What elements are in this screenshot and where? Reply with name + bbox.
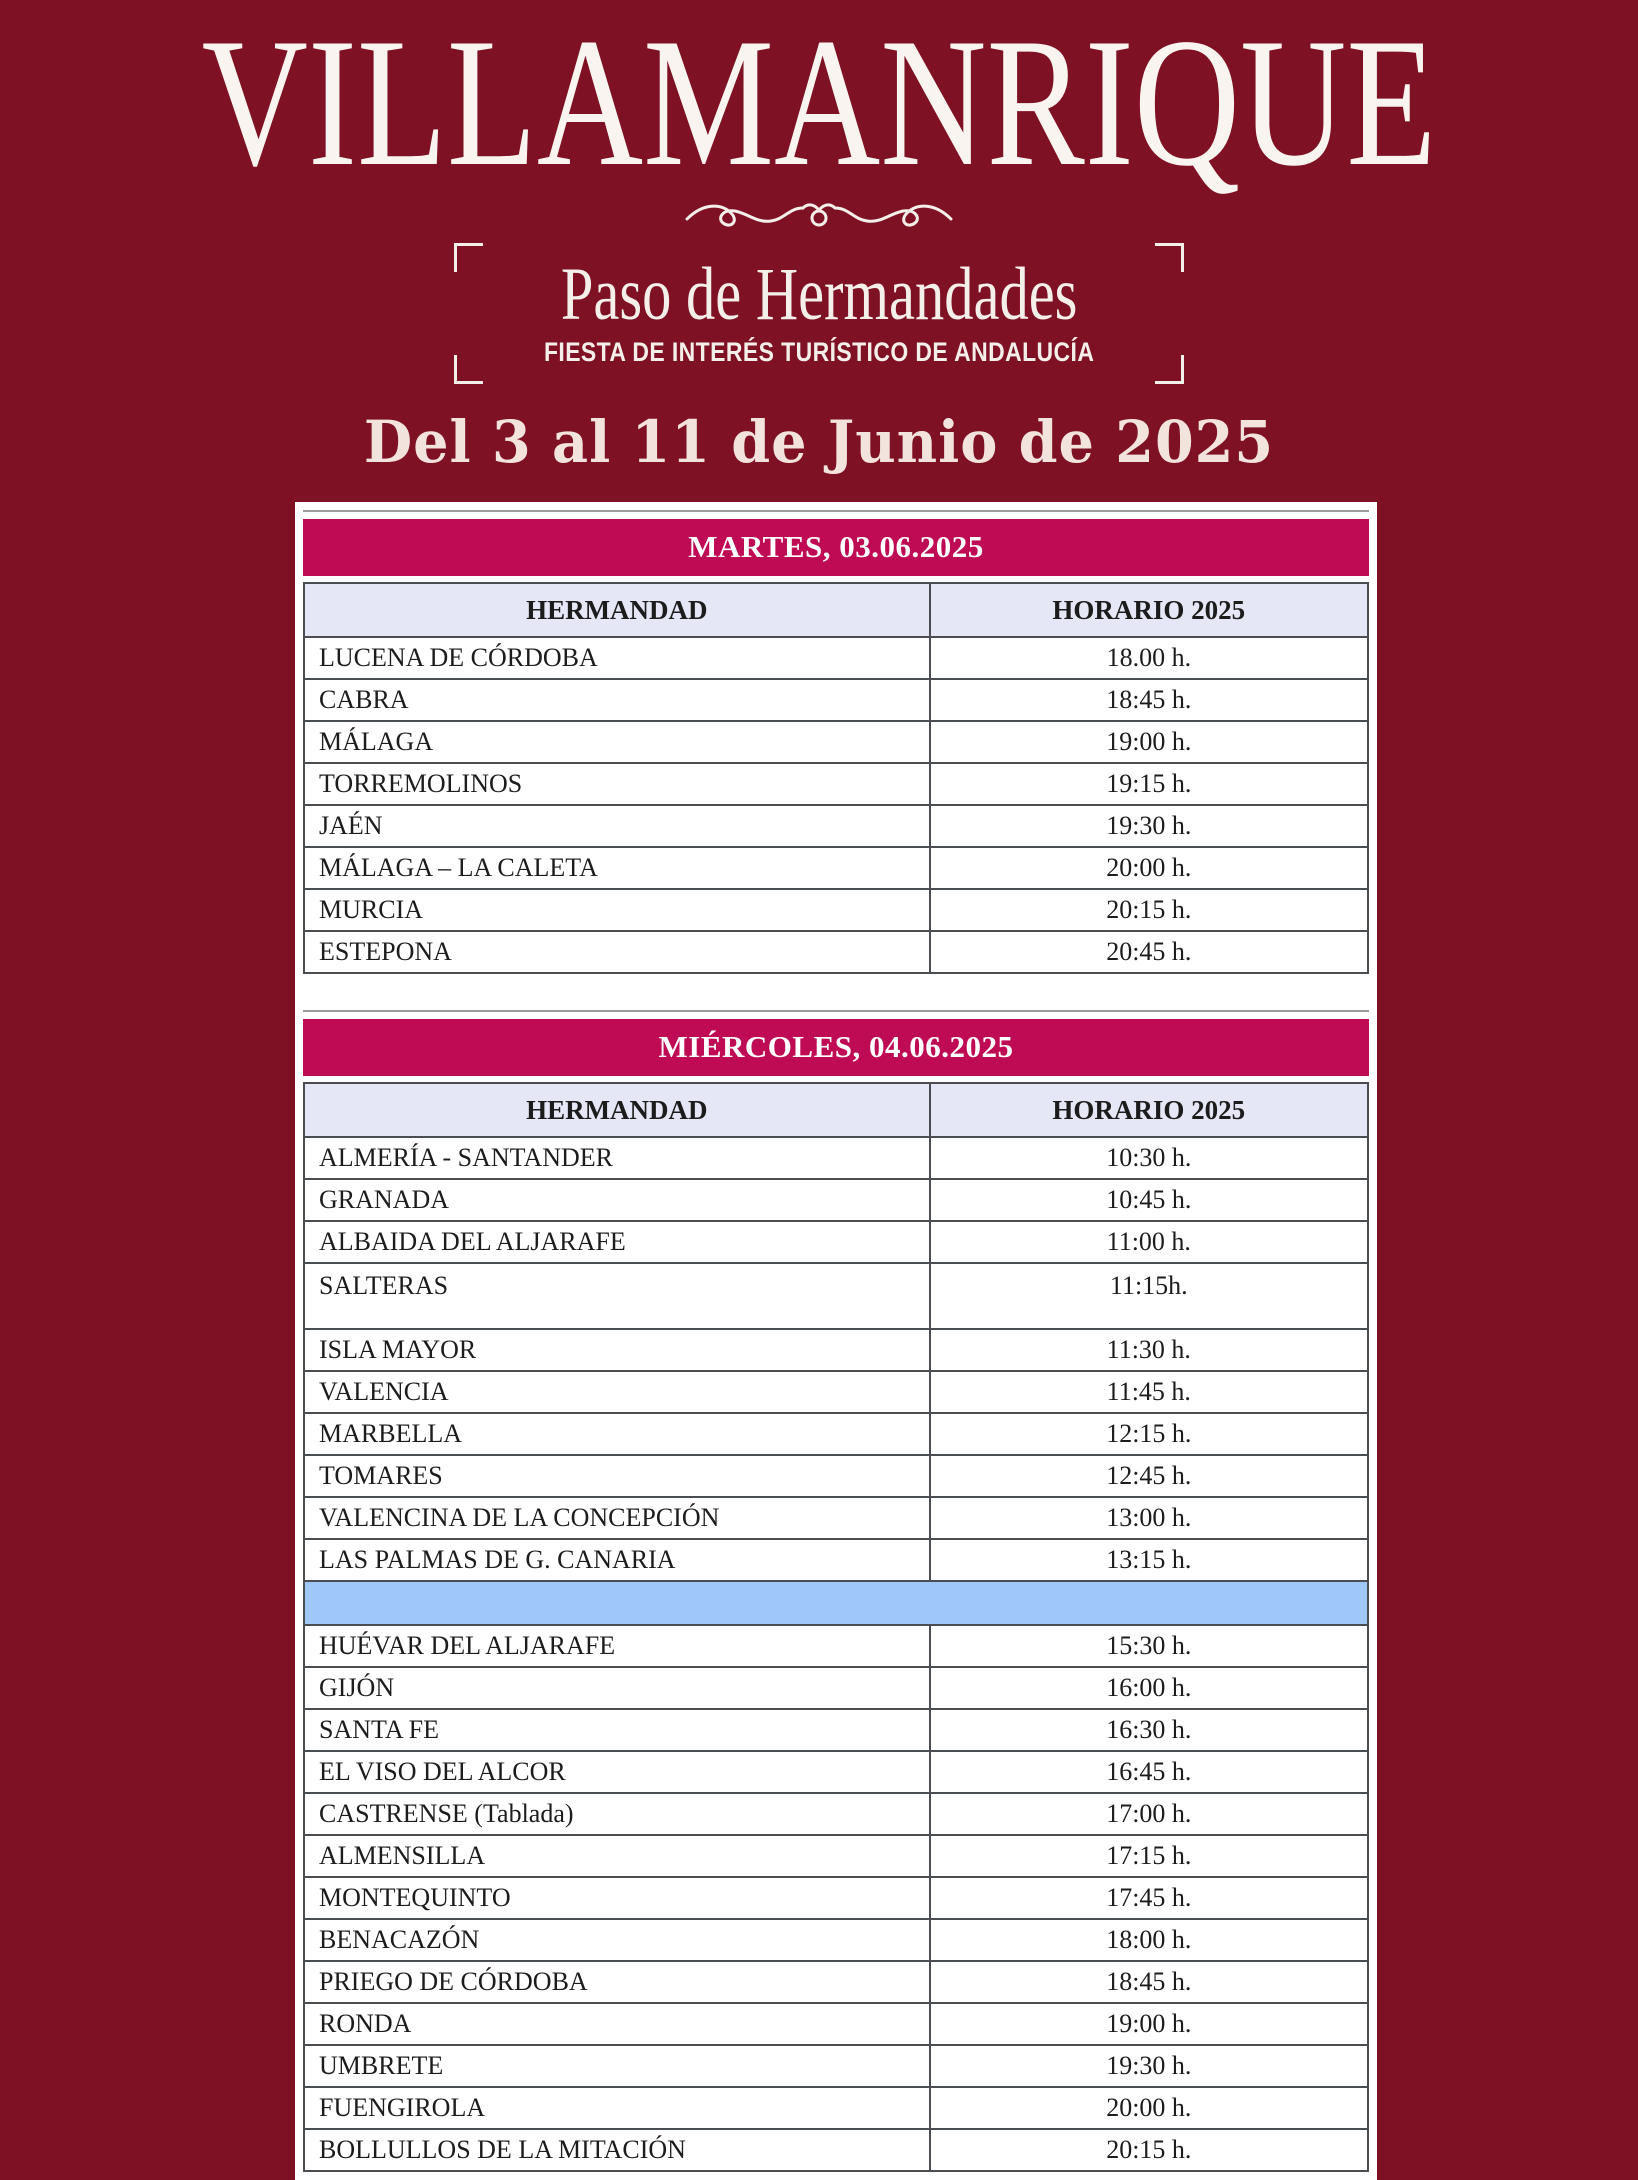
table-row bbox=[304, 2087, 1368, 2129]
hermandad-column-header: HERMANDAD bbox=[304, 1083, 930, 1137]
table-row bbox=[304, 805, 1368, 847]
hermandad-cell: TORREMOLINOS bbox=[304, 763, 930, 805]
hermandad-cell: JAÉN bbox=[304, 805, 930, 847]
table-row bbox=[304, 1667, 1368, 1709]
table-row bbox=[304, 1221, 1368, 1263]
table-row bbox=[304, 1835, 1368, 1877]
poster-header bbox=[0, 0, 1638, 477]
hermandad-cell: CABRA bbox=[304, 679, 930, 721]
event-subtitle: Paso de Hermandades bbox=[560, 253, 1078, 337]
hermandad-cell: MURCIA bbox=[304, 889, 930, 931]
horario-cell: 12:45 h. bbox=[930, 1455, 1368, 1497]
schedule-table bbox=[303, 582, 1369, 974]
hermandad-cell: GRANADA bbox=[304, 1179, 930, 1221]
table-row bbox=[304, 1793, 1368, 1835]
horario-cell: 18:45 h. bbox=[930, 1961, 1368, 2003]
horario-cell: 16:45 h. bbox=[930, 1751, 1368, 1793]
table-row bbox=[304, 1455, 1368, 1497]
horario-cell: 20:15 h. bbox=[930, 889, 1368, 931]
day-header-band: MIÉRCOLES, 04.06.2025 bbox=[303, 1019, 1369, 1076]
table-row bbox=[304, 1497, 1368, 1539]
horario-cell: 18:45 h. bbox=[930, 679, 1368, 721]
corner-bracket-icon bbox=[1155, 243, 1184, 272]
table-row bbox=[304, 1179, 1368, 1221]
table-row bbox=[304, 1625, 1368, 1667]
horario-cell: 12:15 h. bbox=[930, 1413, 1368, 1455]
horario-column-header: HORARIO 2025 bbox=[930, 1083, 1368, 1137]
hermandad-cell: FUENGIROLA bbox=[304, 2087, 930, 2129]
horario-cell: 20:45 h. bbox=[930, 931, 1368, 973]
table-row bbox=[304, 1263, 1368, 1329]
horario-cell: 10:30 h. bbox=[930, 1137, 1368, 1179]
table-row bbox=[304, 889, 1368, 931]
day-header-band: MARTES, 03.06.2025 bbox=[303, 519, 1369, 576]
horario-column-header: HORARIO 2025 bbox=[930, 583, 1368, 637]
hermandad-cell: ALMERÍA - SANTANDER bbox=[304, 1137, 930, 1179]
date-range: Del 3 al 11 de Junio de 2025 bbox=[363, 408, 1275, 477]
horario-cell: 15:30 h. bbox=[930, 1625, 1368, 1667]
horario-cell: 19:00 h. bbox=[930, 2003, 1368, 2045]
hermandad-cell: MONTEQUINTO bbox=[304, 1877, 930, 1919]
horario-cell: 11:30 h. bbox=[930, 1329, 1368, 1371]
table-row bbox=[304, 637, 1368, 679]
table-row bbox=[304, 721, 1368, 763]
hermandad-cell: MARBELLA bbox=[304, 1413, 930, 1455]
hermandad-cell: CASTRENSE (Tablada) bbox=[304, 1793, 930, 1835]
event-tagline: FIESTA DE INTERÉS TURÍSTICO DE ANDALUCÍA bbox=[543, 337, 1095, 368]
hermandad-cell: PRIEGO DE CÓRDOBA bbox=[304, 1961, 930, 2003]
hermandad-cell: ALMENSILLA bbox=[304, 1835, 930, 1877]
table-row bbox=[304, 1371, 1368, 1413]
horario-cell: 18.00 h. bbox=[930, 637, 1368, 679]
schedule-section-martes bbox=[303, 510, 1369, 974]
horario-cell: 20:00 h. bbox=[930, 2087, 1368, 2129]
hermandad-cell: TOMARES bbox=[304, 1455, 930, 1497]
horario-cell: 18:00 h. bbox=[930, 1919, 1368, 1961]
horario-cell: 11:45 h. bbox=[930, 1371, 1368, 1413]
table-row bbox=[304, 763, 1368, 805]
hermandad-cell: SANTA FE bbox=[304, 1709, 930, 1751]
horario-cell: 20:15 h. bbox=[930, 2129, 1368, 2171]
hermandad-cell: MÁLAGA – LA CALETA bbox=[304, 847, 930, 889]
table-row bbox=[304, 1329, 1368, 1371]
hermandad-cell: LUCENA DE CÓRDOBA bbox=[304, 637, 930, 679]
horario-cell: 17:15 h. bbox=[930, 1835, 1368, 1877]
horario-cell: 11:15h. bbox=[930, 1263, 1368, 1329]
hermandad-cell: HUÉVAR DEL ALJARAFE bbox=[304, 1625, 930, 1667]
table-row bbox=[304, 1137, 1368, 1179]
hermandad-cell: BENACAZÓN bbox=[304, 1919, 930, 1961]
horario-cell: 16:00 h. bbox=[930, 1667, 1368, 1709]
table-row bbox=[304, 2003, 1368, 2045]
hermandad-cell: VALENCIA bbox=[304, 1371, 930, 1413]
table-row bbox=[304, 1751, 1368, 1793]
table-row bbox=[304, 847, 1368, 889]
table-row bbox=[304, 1961, 1368, 2003]
horario-cell: 13:15 h. bbox=[930, 1539, 1368, 1581]
table-row bbox=[304, 1877, 1368, 1919]
corner-bracket-icon bbox=[1155, 355, 1184, 384]
separator-row bbox=[304, 1581, 1368, 1625]
hermandad-cell: BOLLULLOS DE LA MITACIÓN bbox=[304, 2129, 930, 2171]
schedule-section-miercoles bbox=[303, 1010, 1369, 2172]
page-title: VILLAMANRIQUE bbox=[201, 0, 1437, 204]
horario-cell: 19:15 h. bbox=[930, 763, 1368, 805]
hermandad-cell: EL VISO DEL ALCOR bbox=[304, 1751, 930, 1793]
hermandad-cell: RONDA bbox=[304, 2003, 930, 2045]
table-row bbox=[304, 1709, 1368, 1751]
table-row bbox=[304, 1413, 1368, 1455]
schedule-panel bbox=[295, 502, 1377, 2180]
table-row bbox=[304, 2045, 1368, 2087]
horario-cell: 20:00 h. bbox=[930, 847, 1368, 889]
hermandad-cell: ESTEPONA bbox=[304, 931, 930, 973]
hermandad-cell: LAS PALMAS DE G. CANARIA bbox=[304, 1539, 930, 1581]
horario-cell: 17:45 h. bbox=[930, 1877, 1368, 1919]
hermandad-cell: VALENCINA DE LA CONCEPCIÓN bbox=[304, 1497, 930, 1539]
column-header-row bbox=[304, 1083, 1368, 1137]
table-row bbox=[304, 1539, 1368, 1581]
table-row bbox=[304, 1919, 1368, 1961]
hermandad-cell: ALBAIDA DEL ALJARAFE bbox=[304, 1221, 930, 1263]
schedule-table bbox=[303, 1082, 1369, 2172]
horario-cell: 10:45 h. bbox=[930, 1179, 1368, 1221]
corner-bracket-icon bbox=[454, 355, 483, 384]
table-row bbox=[304, 931, 1368, 973]
hermandad-column-header: HERMANDAD bbox=[304, 583, 930, 637]
horario-cell: 19:30 h. bbox=[930, 805, 1368, 847]
horario-cell: 11:00 h. bbox=[930, 1221, 1368, 1263]
hermandad-cell: SALTERAS bbox=[304, 1263, 930, 1329]
horario-cell: 17:00 h. bbox=[930, 1793, 1368, 1835]
separator-cell bbox=[304, 1581, 1368, 1625]
hermandad-cell: GIJÓN bbox=[304, 1667, 930, 1709]
hermandad-cell: ISLA MAYOR bbox=[304, 1329, 930, 1371]
hermandad-cell: UMBRETE bbox=[304, 2045, 930, 2087]
hermandad-cell: MÁLAGA bbox=[304, 721, 930, 763]
subtitle-badge bbox=[454, 243, 1184, 384]
column-header-row bbox=[304, 583, 1368, 637]
corner-bracket-icon bbox=[454, 243, 483, 272]
horario-cell: 13:00 h. bbox=[930, 1497, 1368, 1539]
horario-cell: 19:30 h. bbox=[930, 2045, 1368, 2087]
horario-cell: 16:30 h. bbox=[930, 1709, 1368, 1751]
horario-cell: 19:00 h. bbox=[930, 721, 1368, 763]
table-row bbox=[304, 2129, 1368, 2171]
table-row bbox=[304, 679, 1368, 721]
